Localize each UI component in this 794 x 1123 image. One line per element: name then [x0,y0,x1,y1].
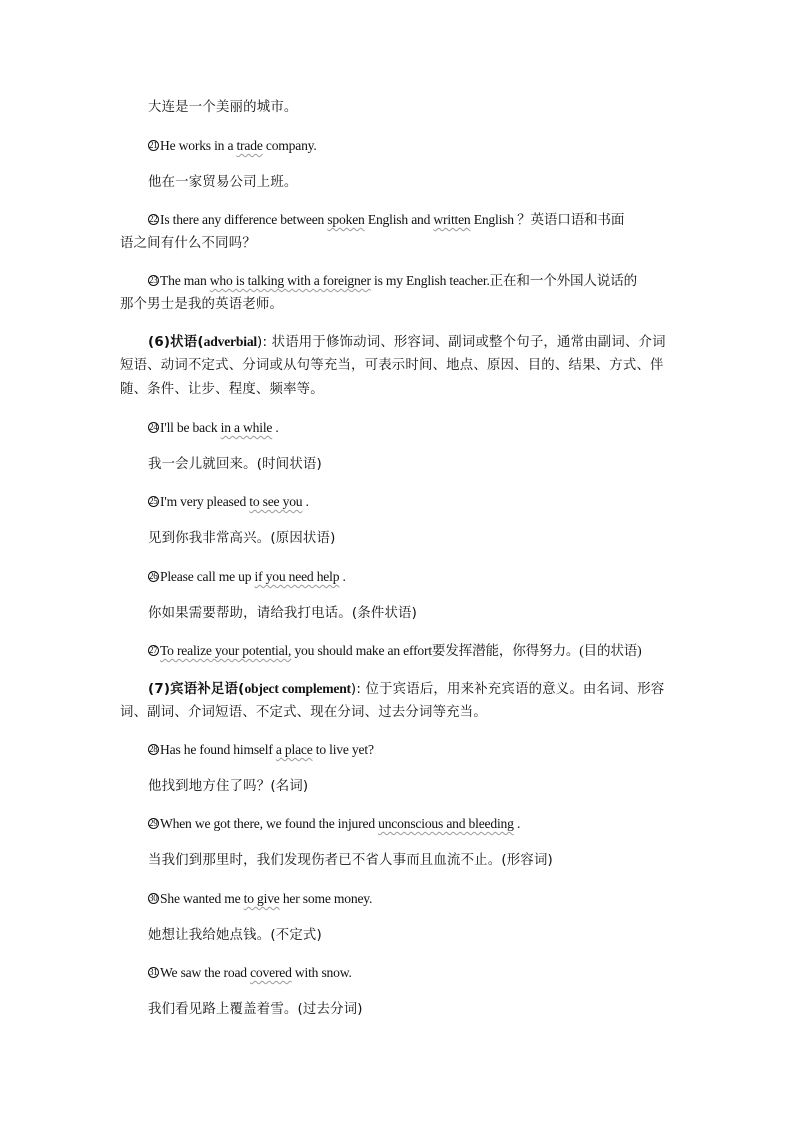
section-adverbial: (6)状语(adverbial): 状语用于修饰动词、形容词、副词或整个句子，通常由副词、介词 [148,334,666,350]
text-line: 你如果需要帮助，请给我打电话。(条件状语) [148,606,418,621]
example-28: 28 Has he found himself a place to live yet? [149,742,374,757]
circled-number-icon: 24 [149,422,158,432]
example-29: 29 When we got there, we found the injured unconscious and bleeding . [149,816,521,831]
text-line: 见到你我非常高兴。(原因状语) [148,531,336,546]
example-24: 24 I'll be back in a while . [149,420,279,435]
example-30: 30 She wanted me to give her some money. [149,891,373,906]
text-line: 语之间有什么不同吗？ [120,236,256,251]
text-line: 大连是一个美丽的城市。 [148,100,298,115]
text-line: 他找到地方住了吗？(名词) [148,779,309,794]
circled-number-icon: 26 [149,571,158,581]
example-27: 27 To realize your potential, you should make an effort要发挥潜能，你得努力。(目的状语) [149,643,642,658]
circled-number-icon: 27 [149,645,158,655]
example-21: 21 He works in a trade company. [149,138,317,153]
circled-number-icon: 21 [149,140,158,150]
example-23: 23 The man who is talking with a foreigner is my English teacher.正在和一个外国人说话的 [149,273,637,288]
text-line: 我们看见路上覆盖着雪。(过去分词) [148,1002,363,1017]
example-22: 22 Is there any difference between spoken English and written English ？英语口语和书面 [149,212,625,227]
circled-number-icon: 29 [149,818,158,828]
text-line: 他在一家贸易公司上班。 [148,175,298,190]
text-line: 随、条件、让步、程度、频率等。 [120,382,324,397]
text-line: 我一会儿就回来。(时间状语) [148,457,322,472]
circled-number-icon: 28 [149,744,158,754]
text-line: 那个男士是我的英语老师。 [120,297,284,312]
example-26: 26 Please call me up if you need help . [149,569,346,584]
example-25: 25 I'm very pleased to see you . [149,494,309,509]
example-31: 31 We saw the road covered with snow. [149,965,352,980]
circled-number-icon: 23 [149,275,158,285]
text-line: 词、副词、介词短语、不定式、现在分词、过去分词等充当。 [120,705,487,720]
circled-number-icon: 22 [149,214,158,224]
circled-number-icon: 30 [149,893,158,903]
text-line: 她想让我给她点钱。(不定式) [148,928,322,943]
circled-number-icon: 31 [149,967,158,977]
text-line: 短语、动词不定式、分词或从句等充当，可表示时间、地点、原因、目的、结果、方式、伴 [120,358,664,373]
circled-number-icon: 25 [149,496,158,506]
section-object-complement: (7)宾语补足语(object complement): 位于宾语后，用来补充宾语的意义。由名词、形容 [148,681,665,697]
text-line: 当我们到那里时，我们发现伤者已不省人事而且血流不止。(形容词) [148,853,553,868]
